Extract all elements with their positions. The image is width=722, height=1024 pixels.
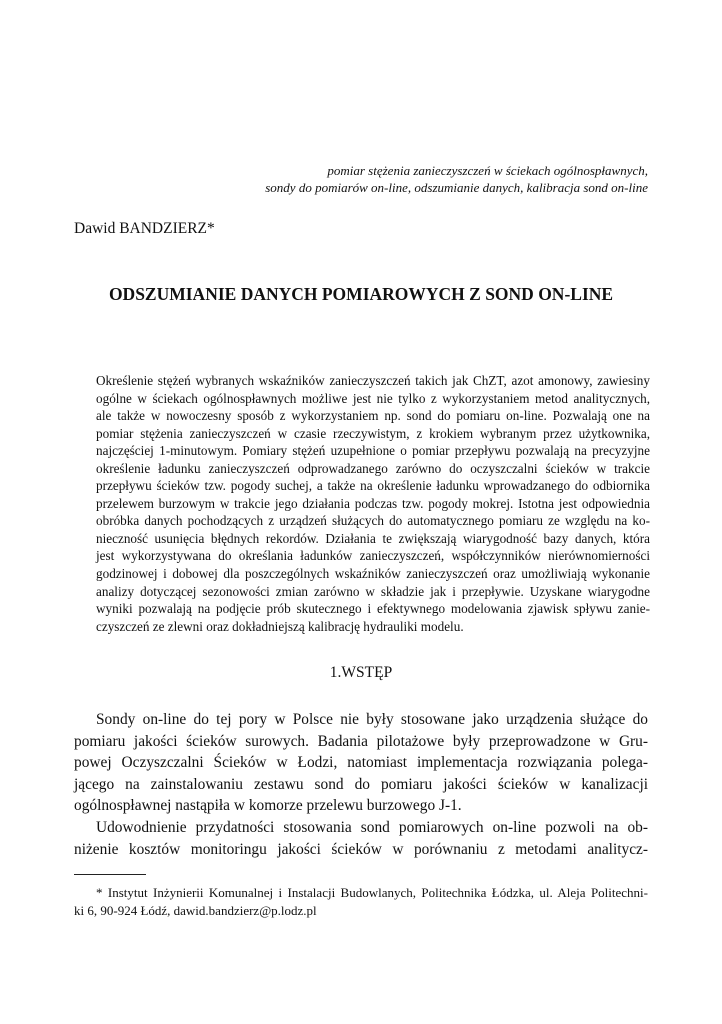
body-line: ogólnospławnej nastąpiła w komorze przelewu burzowego J-1. (74, 797, 462, 815)
body-line: Sondy on-line do tej pory w Polsce nie były stosowane jako urządzenia służące do (96, 711, 648, 728)
abstract-line: przepływu ścieków tzw. pogody suchej, a także na określenie ładunku wprowadzanego do odbiornika (96, 478, 650, 494)
body-line: jącego na zainstalowaniu zestawu sond do pomiaru jakości ścieków w kanalizacji (74, 775, 648, 793)
abstract-line: godzinowej i dobowej dla poszczególnych wskaźników zanieczyszczeń oraz umożliwiają wykonanie (96, 566, 650, 582)
footnote-line-1: * Instytut Inżynierii Komunalnej i Instalacji Budowlanych, Politechnika Łódzka, ul. Aleja Politechni- (96, 885, 648, 900)
abstract-line: najczęściej 1-minutowym. Pomiary stężeń uzupełnione o pomiar przepływu pozwalają na precyzyjne (96, 443, 650, 459)
abstract-line: ogólne w ściekach ogólnospławnych możliwe jest nie tylko z wykorzystaniem metod analitycznych, (96, 390, 650, 406)
body-line: Udowodnienie przydatności stosowania sond pomiarowych on-line pozwoli na ob- (96, 818, 648, 836)
abstract-line: obróbka danych pochodzących z urządzeń służących do automatycznego pomiaru ze względu na ko- (96, 513, 650, 529)
abstract-line: Określenie stężeń wybranych wskaźników zanieczyszczeń takich jak ChZT, azot amonowy, zawiesiny (96, 373, 650, 388)
abstract-line: nieczność usunięcia błędnych rekordów. Działania te zwiększają wiarygodność bazy danych, która (96, 530, 650, 546)
body-text (74, 709, 648, 860)
abstract-line: wyniki pozwalają na podjęcie prób skutecznego i efektywnego modelowania zjawisk spływu zanie- (96, 601, 650, 617)
abstract-line: określenie ładunku zanieczyszczeń odprowadzanego zarówno do oczyszczalni ścieków w trakcie (96, 460, 650, 476)
abstract-line: czyszczeń ze zlewni oraz dokładniejszą kalibrację hydrauliki modelu. (96, 618, 464, 634)
abstract-block (96, 372, 650, 635)
author-name: Dawid BANDZIERZ* (74, 220, 215, 237)
footnote-separator (74, 874, 146, 875)
abstract-line: jest wykorzystywana do określania ładunków zanieczyszczeń, współczynników nierównomierności (96, 548, 650, 564)
body-line: niżenie kosztów monitoringu jakości ścieków w porównaniu z metodami analitycz- (74, 840, 648, 858)
footnote-affiliation (74, 884, 648, 919)
abstract-line: pomiar stężenia zanieczyszczeń w czasie rzeczywistym, z krokiem wybranym przez użytkownika, (96, 425, 650, 441)
keywords-line-2: sondy do pomiarów on-line, odszumianie danych, kalibracja sond on-line (265, 180, 648, 195)
section-heading-introduction: 1.WSTĘP (329, 664, 393, 681)
abstract-line: analizy dotyczącej sezonowości zmian zarówno w składzie jak i przepływie. Uzyskane wiarygodne (96, 583, 650, 599)
keywords-block (88, 162, 648, 196)
abstract-line: ale także w nowoczesny sposób z wykorzystaniem np. sond do pomiaru on-line. Pozwalają one na (96, 408, 650, 424)
body-line: pomiaru jakości ścieków surowych. Badania pilotażowe były przeprowadzone w Gru- (74, 732, 648, 750)
paper-title: ODSZUMIANIE DANYCH POMIAROWYCH Z SOND ON-LINE (108, 284, 614, 304)
abstract-line: przelewem burzowym w trakcie jego działania podczas tzw. pogody mokrej. Istotna jest odpowiednia (96, 495, 650, 511)
keywords-line-1: pomiar stężenia zanieczyszczeń w ściekach ogólnospławnych, (327, 163, 648, 178)
body-line: powej Oczyszczalni Ścieków w Łodzi, natomiast implementacja rozwiązania polega- (74, 754, 648, 772)
footnote-line-2: ki 6, 90-924 Łódź, dawid.bandzierz@p.lodz.pl (74, 902, 317, 918)
